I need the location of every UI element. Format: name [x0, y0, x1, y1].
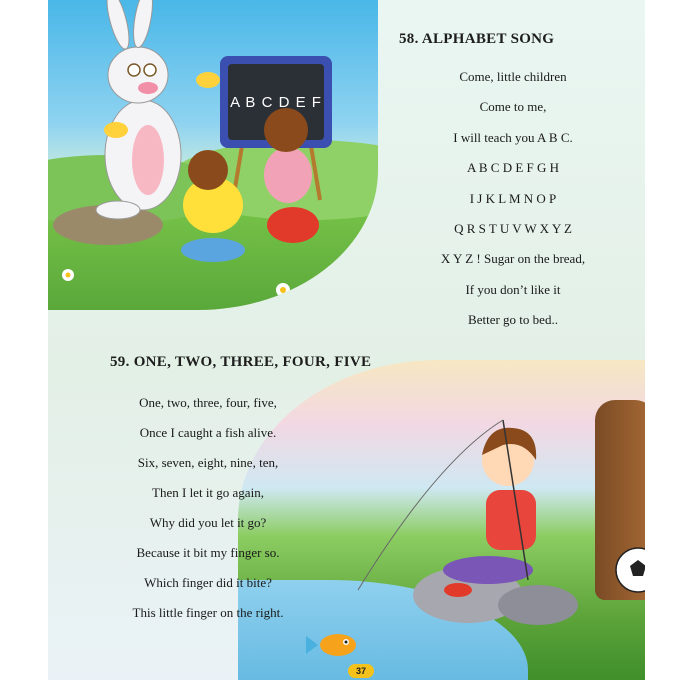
verse-line: Better go to bed..: [468, 312, 558, 328]
verse-line: Six, seven, eight, nine, ten,: [137, 455, 279, 470]
chalkboard: [228, 64, 324, 140]
chalkboard-text: A B C D E F: [230, 93, 322, 111]
song-58-verse: [378, 62, 645, 336]
verse-line: Q R S T U V W X Y Z: [454, 220, 572, 236]
song-58-title: 58. ALPHABET SONG: [399, 31, 555, 47]
verse-line: One, two, three, four, five,: [139, 395, 277, 410]
verse-line: Come, little children: [459, 69, 567, 84]
verse-line: Come to me,: [479, 99, 547, 115]
verse-line: A B C D E F G H: [466, 160, 560, 176]
verse-line: I will teach you A B C.: [453, 129, 573, 145]
fish-figure: [306, 634, 356, 656]
football: [616, 548, 645, 592]
verse-line: Once I caught a fish alive.: [139, 425, 277, 440]
book-page: [48, 0, 645, 680]
verse-line: This little finger on the right.: [132, 605, 284, 620]
verse-line: Because it bit my finger so.: [136, 545, 280, 560]
verse-line: I J K L M N O P: [469, 190, 557, 206]
verse-line: Why did you let it go?: [149, 515, 267, 530]
song-59-title: 59. ONE, TWO, THREE, FOUR, FIVE: [110, 354, 372, 370]
boy-figure: [443, 428, 536, 597]
song-59-verse: [108, 388, 308, 628]
alphabet-illustration: [48, 0, 378, 310]
page-number-badge: 37: [348, 664, 374, 678]
verse-line: Then I let it go again,: [152, 485, 264, 500]
verse-line: If you don’t like it: [465, 281, 561, 297]
verse-line: X Y Z ! Sugar on the bread,: [440, 251, 586, 267]
verse-line: Which finger did it bite?: [144, 575, 272, 590]
